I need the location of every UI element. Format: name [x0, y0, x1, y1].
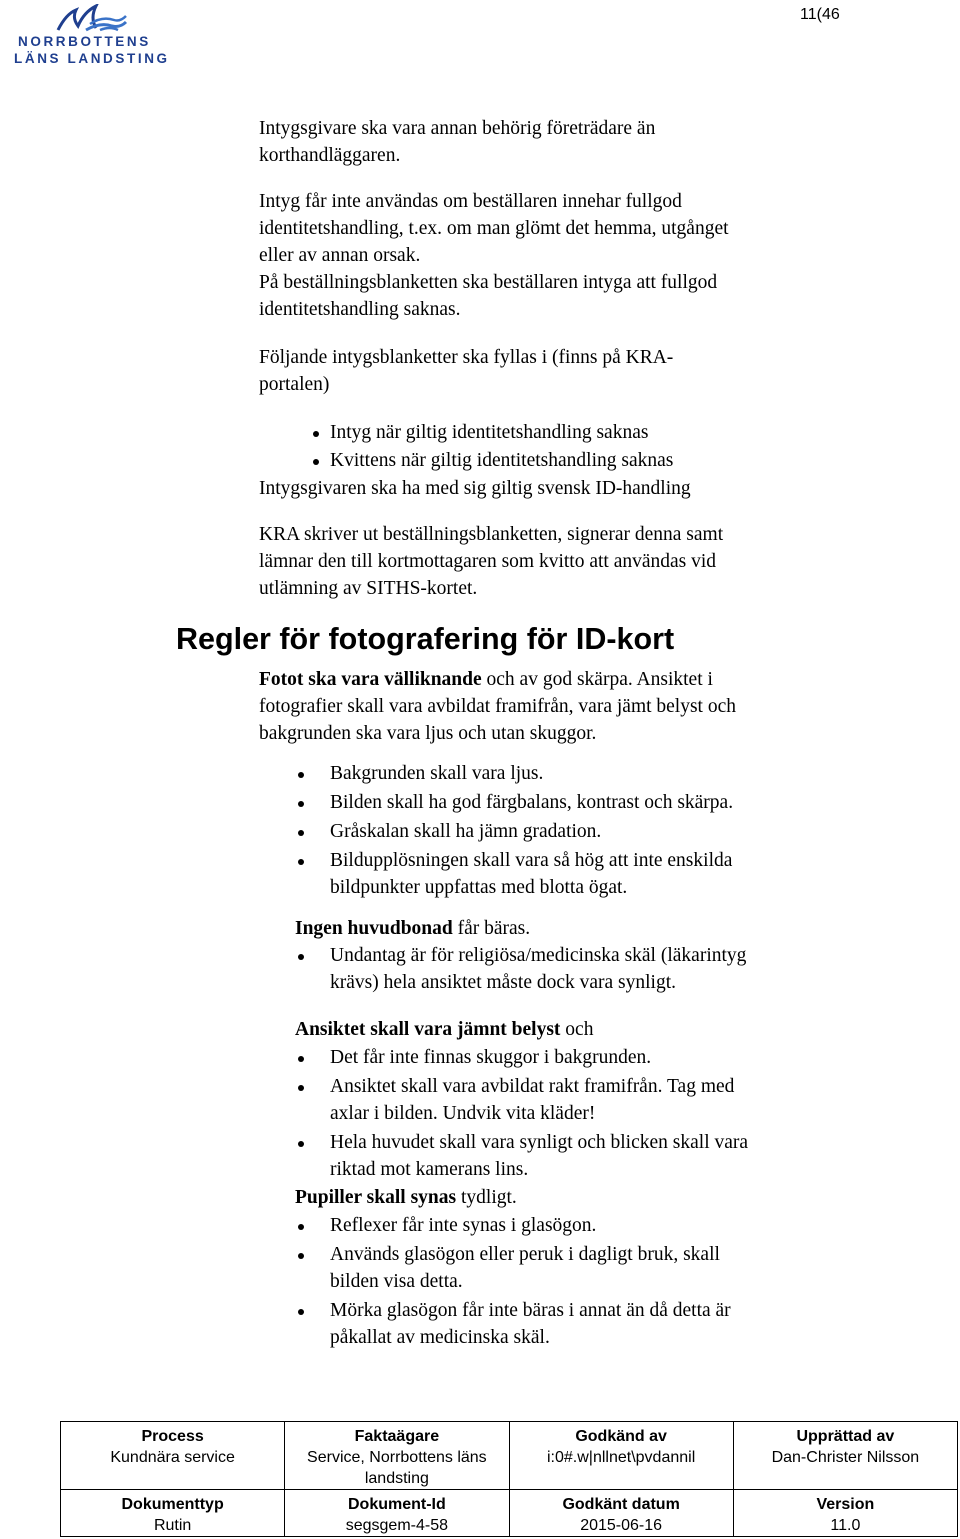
list-item: Kvittens när giltig identitetshandling saknas	[330, 450, 674, 471]
list-item-continuation: påkallat av medicinska skäl.	[330, 1327, 550, 1348]
list-item: Intyg när giltig identitetshandling saknas	[330, 422, 649, 443]
cell-value: Kundnära service	[110, 1449, 235, 1466]
paragraph-line	[295, 915, 530, 942]
table-cell	[285, 1422, 509, 1490]
paragraph-line: KRA skriver ut beställningsblanketten, signerar denna samt	[259, 524, 724, 545]
paragraph-line: identitetshandling, t.ex. om man glömt det hemma, utgånget	[259, 218, 729, 239]
paragraph-line: Följande intygsblanketter ska fyllas i (finns på KRA-	[259, 347, 674, 368]
list-item-continuation: bildpunkter uppfattas med blotta ögat.	[330, 877, 628, 898]
paragraph-line: identitetshandling saknas.	[259, 299, 461, 320]
list-item: Undantag är för religiösa/medicinska skäl (läkarintyg	[330, 945, 747, 966]
list-item-continuation: krävs) hela ansiktet måste dock vara synligt.	[330, 972, 677, 993]
table-cell	[285, 1490, 509, 1537]
cell-value: i:0#.w|nllnet\pvdannil	[547, 1449, 696, 1466]
list-item: Reflexer får inte synas i glasögon.	[330, 1215, 597, 1236]
table-cell	[509, 1490, 733, 1537]
page-number: 11(46	[800, 6, 840, 23]
cell-value: landsting	[364, 1470, 429, 1487]
cell-label: Upprättad av	[796, 1428, 895, 1445]
logo-text-line1: NORRBOTTENS	[18, 34, 151, 49]
bullet-icon	[298, 1141, 304, 1147]
flame-waves-logo-icon	[56, 4, 128, 34]
paragraph-line: eller av annan orsak.	[259, 245, 421, 266]
text-run: och av god skärpa. Ansiktet i	[481, 669, 713, 690]
cell-label: Version	[816, 1496, 875, 1513]
bullet-icon	[298, 772, 304, 778]
table-cell	[61, 1490, 285, 1537]
list-item: Bildupplösningen skall vara så hög att inte enskilda	[330, 850, 733, 871]
paragraph-line	[259, 666, 713, 693]
cell-value: segsgem-4-58	[345, 1517, 449, 1534]
bullet-icon	[313, 431, 319, 437]
list-item: Hela huvudet skall vara synligt och blicken skall vara	[330, 1132, 749, 1153]
table-cell	[733, 1422, 957, 1490]
list-item-continuation: riktad mot kamerans lins.	[330, 1159, 529, 1180]
paragraph-line: korthandläggaren.	[259, 145, 401, 166]
bold-phrase: Ansiktet skall vara jämnt belyst	[295, 1019, 561, 1040]
list-item: Används glasögon eller peruk i dagligt bruk, skall	[330, 1244, 720, 1265]
cell-label: Faktaägare	[354, 1428, 440, 1445]
paragraph-line: portalen)	[259, 374, 330, 395]
bullet-icon	[298, 1085, 304, 1091]
list-item: Mörka glasögon får inte bäras i annat än då detta är	[330, 1300, 731, 1321]
list-item: Gråskalan skall ha jämn gradation.	[330, 821, 602, 842]
paragraph-line: Intygsgivaren ska ha med sig giltig svensk ID-handling	[259, 478, 691, 499]
list-item: Bakgrunden skall vara ljus.	[330, 763, 544, 784]
list-item: Ansiktet skall vara avbildat rakt framifrån. Tag med	[330, 1076, 735, 1097]
bullet-icon	[298, 1309, 304, 1315]
bullet-icon	[313, 459, 319, 465]
cell-label: Dokument-Id	[347, 1496, 446, 1513]
paragraph-line: fotografier skall vara avbildat framifrån, vara jämt belyst och	[259, 696, 737, 717]
bullet-icon	[298, 1056, 304, 1062]
bullet-icon	[298, 954, 304, 960]
list-item: Bilden skall ha god färgbalans, kontrast och skärpa.	[330, 792, 734, 813]
table-cell	[733, 1490, 957, 1537]
cell-value: Rutin	[153, 1517, 192, 1534]
paragraph-line: På beställningsblanketten ska beställaren intyga att fullgod	[259, 272, 718, 293]
list-item-continuation: axlar i bilden. Undvik vita kläder!	[330, 1103, 596, 1124]
paragraph-line	[295, 1184, 517, 1211]
bold-phrase: Pupiller skall synas	[295, 1187, 457, 1208]
cell-value: 2015-06-16	[580, 1517, 663, 1534]
paragraph-line: Intyg får inte användas om beställaren innehar fullgod	[259, 191, 682, 212]
table-cell	[61, 1422, 285, 1490]
table-row	[61, 1422, 958, 1490]
cell-label: Godkänd av	[575, 1428, 667, 1445]
cell-value: 11.0	[830, 1517, 861, 1534]
bullet-icon	[298, 859, 304, 865]
cell-label: Godkänt datum	[562, 1496, 680, 1513]
bullet-icon	[298, 1253, 304, 1259]
text-run: tydligt.	[456, 1187, 517, 1208]
list-item-continuation: bilden visa detta.	[330, 1271, 463, 1292]
document-metadata-table	[60, 1421, 958, 1537]
paragraph-line	[295, 1016, 593, 1043]
bold-phrase: Fotot ska vara välliknande	[259, 669, 482, 690]
bullet-icon	[298, 1224, 304, 1230]
logo	[14, 4, 174, 68]
list-item: Det får inte finnas skuggor i bakgrunden.	[330, 1047, 652, 1068]
paragraph-line: utlämning av SITHS-kortet.	[259, 578, 478, 599]
table-cell	[509, 1422, 733, 1490]
paragraph-line: bakgrunden ska vara ljus och utan skuggor.	[259, 723, 597, 744]
bold-phrase: Ingen huvudbonad	[295, 918, 453, 939]
paragraph-line: Intygsgivare ska vara annan behörig företrädare än	[259, 118, 656, 139]
bullet-icon	[298, 801, 304, 807]
logo-text-line2: LÄNS LANDSTING	[14, 51, 170, 66]
cell-value: Dan-Christer Nilsson	[771, 1449, 920, 1466]
table-row	[61, 1490, 958, 1537]
text-run: får bäras.	[452, 918, 531, 939]
text-run: och	[560, 1019, 594, 1040]
paragraph-line: lämnar den till kortmottagaren som kvitto att användas vid	[259, 551, 717, 572]
cell-value: Service, Norrbottens läns	[307, 1449, 487, 1466]
section-heading: Regler för fotografering för ID-kort	[176, 622, 675, 656]
cell-label: Process	[141, 1428, 204, 1445]
cell-label: Dokumenttyp	[121, 1496, 224, 1513]
bullet-icon	[298, 830, 304, 836]
